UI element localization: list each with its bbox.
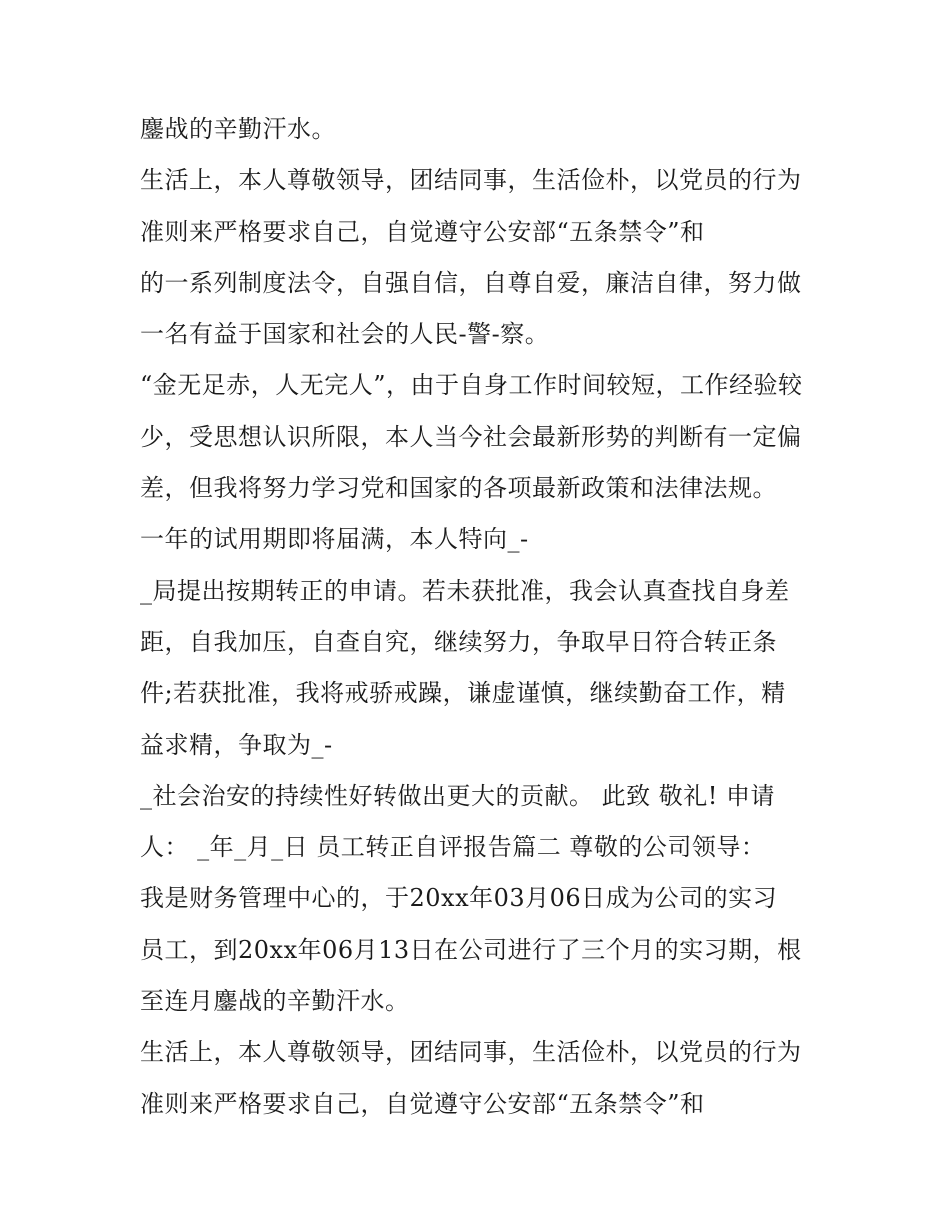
text-line: 件;若获批准，我将戒骄戒躁，谦虚谨慎，继续勤奋工作，精 [140, 679, 786, 708]
text-line: 生活上，本人尊敬领导，团结同事，生活俭朴，以党员的行为 [140, 1038, 802, 1067]
text-line: 准则来严格要求自己，自觉遵守公安部“五条禁令”和 [140, 217, 705, 246]
text-line: 人： _年_月_日 员工转正自评报告篇二 尊敬的公司领导： [140, 833, 766, 862]
text-line: _社会治安的持续性好转做出更大的贡献。 此致 敬礼! 申请 [140, 781, 776, 810]
text-line: 少，受思想认识所限，本人当今社会最新形势的判断有一定偏 [140, 422, 802, 451]
text-line: 至连月鏖战的辛勤汗水。 [140, 987, 410, 1016]
text-line: 差，但我将努力学习党和国家的各项最新政策和法律法规。 [140, 474, 777, 503]
text-line: 的一系列制度法令，自强自信，自尊自爱，廉洁自律，努力做 [140, 268, 802, 297]
text-line: 鏖战的辛勤汗水。 [140, 115, 336, 143]
text-line: 员工，到20xx年06月13日在公司进行了三个月的实习期，根 [140, 935, 802, 964]
text-line: 一名有益于国家和社会的人民-警-察。 [140, 320, 550, 349]
document-body [140, 104, 840, 1130]
text-line: “金无足赤，人无完人”，由于自身工作时间较短，工作经验较 [140, 371, 803, 400]
text-line: 生活上，本人尊敬领导，团结同事，生活俭朴，以党员的行为 [140, 166, 802, 195]
text-line: 益求精，争取为_- [140, 730, 333, 759]
text-line: 距，自我加压，自查自究，继续努力，争取早日符合转正条 [140, 627, 777, 656]
text-line: _局提出按期转正的申请。若未获批准，我会认真查找自身差 [140, 576, 790, 605]
text-line: 一年的试用期即将届满，本人特向_- [140, 525, 529, 554]
text-line: 准则来严格要求自己，自觉遵守公安部“五条禁令”和 [140, 1089, 705, 1118]
text-line: 我是财务管理中心的，于20xx年03月06日成为公司的实习 [140, 884, 778, 913]
